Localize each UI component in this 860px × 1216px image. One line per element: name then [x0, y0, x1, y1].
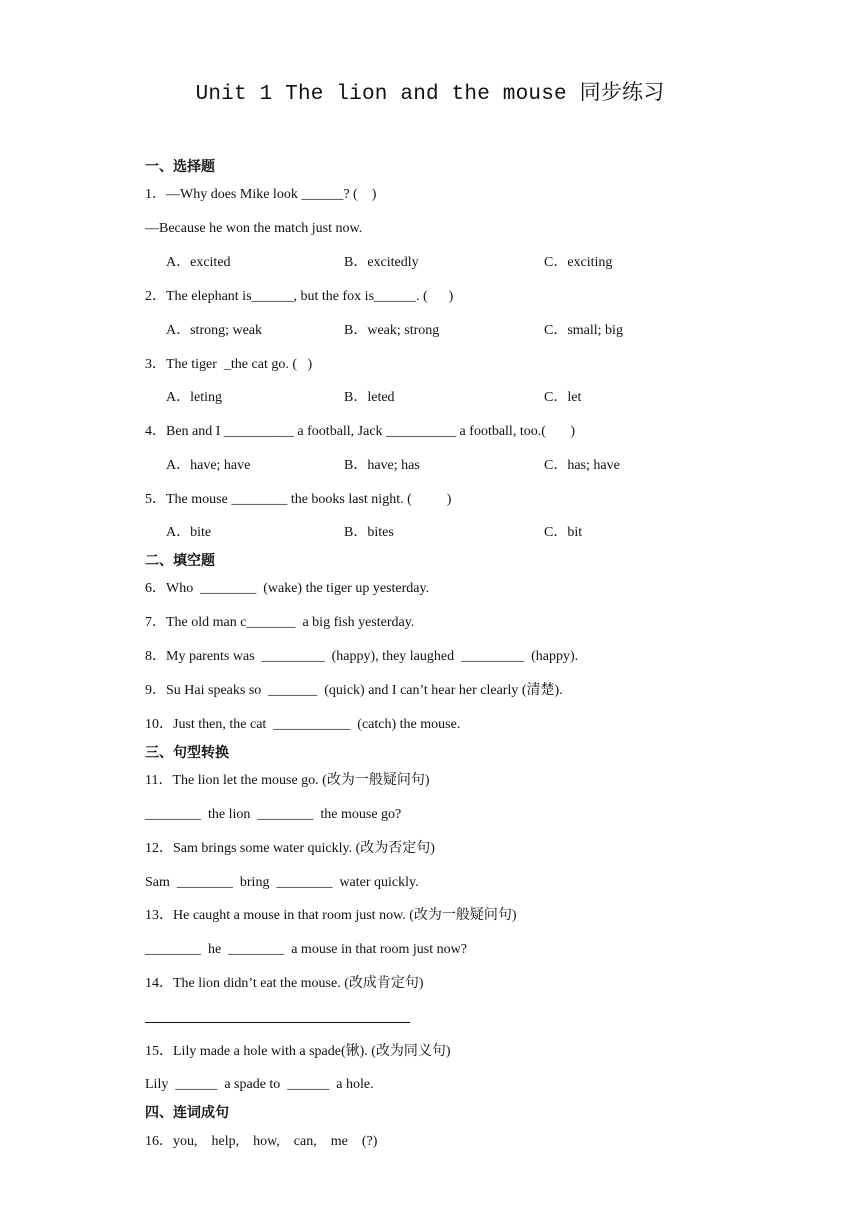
question-4-option-a: A．have; have: [166, 458, 251, 473]
question-10: 10．Just then, the cat ___________ (catch) the mouse.: [145, 717, 461, 732]
question-7: 7．The old man c_______ a big fish yesterday.: [145, 615, 415, 630]
question-3-option-b: B．leted: [344, 390, 395, 405]
question-2-option-c: C．small; big: [544, 323, 623, 338]
question-13-answer-line: ________ he ________ a mouse in that room just now?: [145, 942, 467, 957]
question-3-option-a: A．leting: [166, 390, 222, 405]
question-5-option-c: C．bit: [544, 525, 583, 540]
question-14-answer-rule: [145, 1022, 410, 1023]
question-5-option-a: A．bite: [166, 525, 212, 540]
question-14-stem: 14．The lion didn’t eat the mouse. (改成肯定句): [145, 976, 424, 991]
question-2-option-a: A．strong; weak: [166, 323, 263, 338]
question-3-option-c: C．let: [544, 390, 582, 405]
question-2-option-b: B．weak; strong: [344, 323, 440, 338]
question-13-stem: 13．He caught a mouse in that room just now. (改为一般疑问句): [145, 908, 517, 923]
question-1-line2: —Because he won the match just now.: [145, 221, 363, 236]
section-heading-choice: 一、选择题: [145, 159, 215, 175]
question-5-stem: 5．The mouse ________ the books last night. ( ): [145, 492, 452, 507]
question-16: 16．you, help, how, can, me (?): [145, 1134, 378, 1149]
section-heading-fill-in: 二、填空题: [145, 553, 215, 569]
question-4-option-b: B．have; has: [344, 458, 420, 473]
section-heading-word-order: 四、连词成句: [145, 1105, 229, 1121]
page-title: Unit 1 The lion and the mouse 同步练习: [195, 83, 665, 106]
section-heading-sentence-transformation: 三、句型转换: [145, 745, 229, 761]
question-12-answer-line: Sam ________ bring ________ water quickly.: [145, 875, 419, 890]
question-1-stem: 1．—Why does Mike look ______? ( ): [145, 187, 377, 202]
question-9: 9．Su Hai speaks so _______ (quick) and I can’t hear her clearly (清楚).: [145, 683, 563, 698]
question-1-option-c: C．exciting: [544, 255, 613, 270]
question-4-stem: 4．Ben and I __________ a football, Jack __________ a football, too.( ): [145, 424, 576, 439]
question-8: 8．My parents was _________ (happy), they laughed _________ (happy).: [145, 649, 579, 664]
question-2-stem: 2．The elephant is______, but the fox is______. ( ): [145, 289, 454, 304]
question-1-option-a: A．excited: [166, 255, 231, 270]
question-12-stem: 12．Sam brings some water quickly. (改为否定句): [145, 841, 435, 856]
question-11-stem: 11．The lion let the mouse go. (改为一般疑问句): [145, 773, 430, 788]
question-3-stem: 3．The tiger _the cat go. ( ): [145, 357, 313, 372]
question-5-option-b: B．bites: [344, 525, 394, 540]
question-1-option-b: B．excitedly: [344, 255, 419, 270]
question-4-option-c: C．has; have: [544, 458, 620, 473]
question-11-answer-line: ________ the lion ________ the mouse go?: [145, 807, 402, 822]
question-15-answer-line: Lily ______ a spade to ______ a hole.: [145, 1077, 374, 1092]
question-6: 6．Who ________ (wake) the tiger up yesterday.: [145, 581, 430, 596]
question-15-stem: 15．Lily made a hole with a spade(锹). (改为同义句): [145, 1044, 451, 1059]
